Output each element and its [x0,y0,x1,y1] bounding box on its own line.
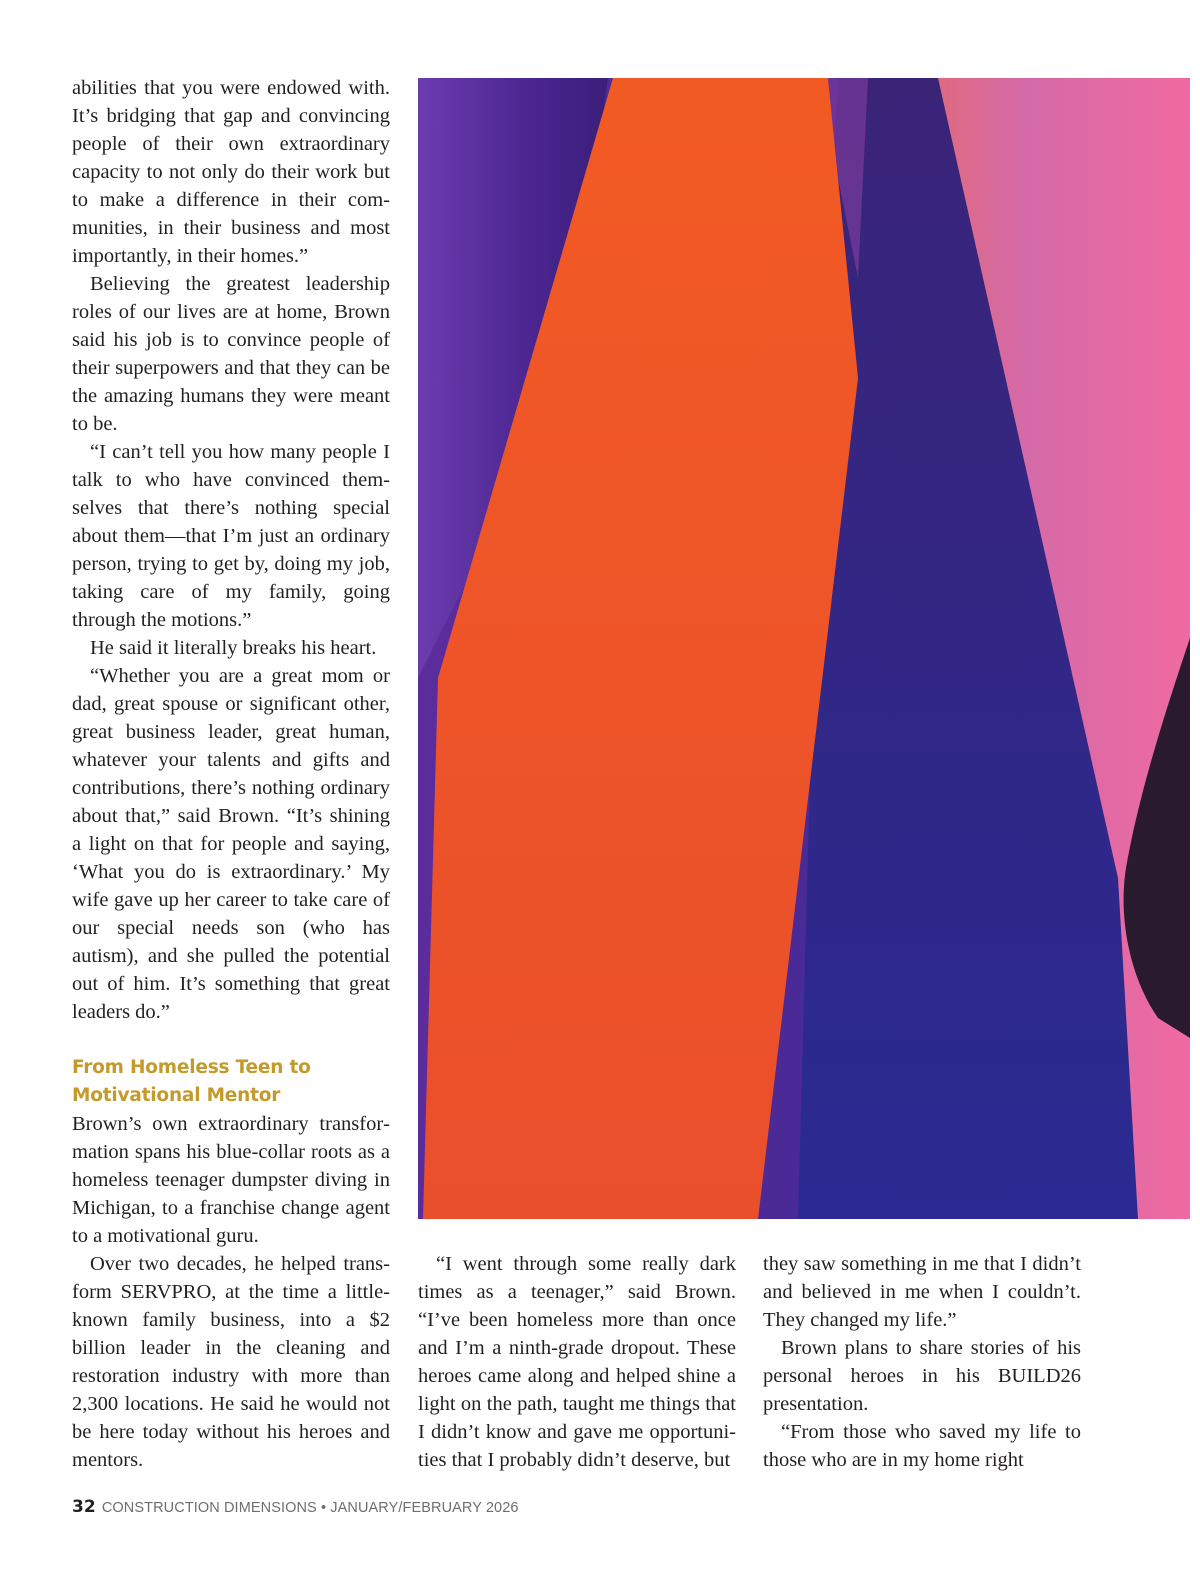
feature-photo [418,78,1190,1219]
body-paragraph: “From those who saved my life to those who are in my home right [763,1421,1081,1471]
abstract-light-photo [418,78,1190,1219]
page-number: 32 [72,1497,96,1517]
body-paragraph: He said it literally breaks his heart. [90,637,377,659]
body-paragraph: “I can’t tell you how many people I talk to who have convinced themselves that there’s nothing special about them—that I’m just an ordinary person, trying to get by, doing my job, taking care of my family, going through the motions.” [72,441,390,631]
body-paragraph: “Whether you are a great mom or dad, great spouse or significant other, great business leader, great human, whatever your talents and gifts and contributions, there’s nothing ordinary about that,” said Brown. “It’s shining a light on that for people and saying, ‘What you do is extraordinary.’ My wife gave up her career to take care of our special needs son (who has autism), and she pulled the potential out of him. It’s something that great leaders do.” [72,665,390,1023]
body-paragraph: Over two decades, he helped transform SERVPRO, at the time a little-known family business, into a $2 billion leader in the cleaning and restoration industry with more than 2,300 locations. He said he would not be here today without his heroes and mentors. [72,1253,390,1471]
article-column-2 [418,1250,736,1474]
body-paragraph: “I went through some really dark times as a teenager,” said Brown. “I’ve been homeless more than once and I’m a ninth-grade dropout. These heroes came along and helped shine a light on the path, taught me things that I didn’t know and gave me opportunities that I probably didn’t deserve, but [418,1253,736,1471]
article-column-3 [763,1250,1081,1474]
subheading-line: Motivational Mentor [72,1085,281,1106]
publication-info: CONSTRUCTION DIMENSIONS • JANUARY/FEBRUARY 2026 [101,1500,519,1516]
body-paragraph: Brown plans to share stories of his personal heroes in his BUILD26 presentation. [763,1337,1081,1415]
page-footer [72,1497,519,1517]
body-paragraph: Brown’s own extraordinary transformation spans his blue-collar roots as a homeless teenager dumpster diving in Michigan, to a franchise change agent to a motivational guru. [72,1113,390,1247]
article-column-1 [72,74,390,1474]
subheading-line: From Homeless Teen to [72,1057,311,1078]
body-paragraph: they saw something in me that I didn’t and believed in me when I couldn’t. They changed my life.” [763,1253,1081,1331]
body-paragraph: Believing the greatest leadership roles of our lives are at home, Brown said his job is to convince people of their superpowers and that they can be the amazing humans they were meant to be. [72,273,390,435]
body-paragraph: abilities that you were endowed with. It’s bridging that gap and convincing people of their own extraordinary capacity to not only do their work but to make a difference in their communities, in their business and most importantly, in their homes.” [72,77,390,267]
section-subheading [72,1054,390,1110]
